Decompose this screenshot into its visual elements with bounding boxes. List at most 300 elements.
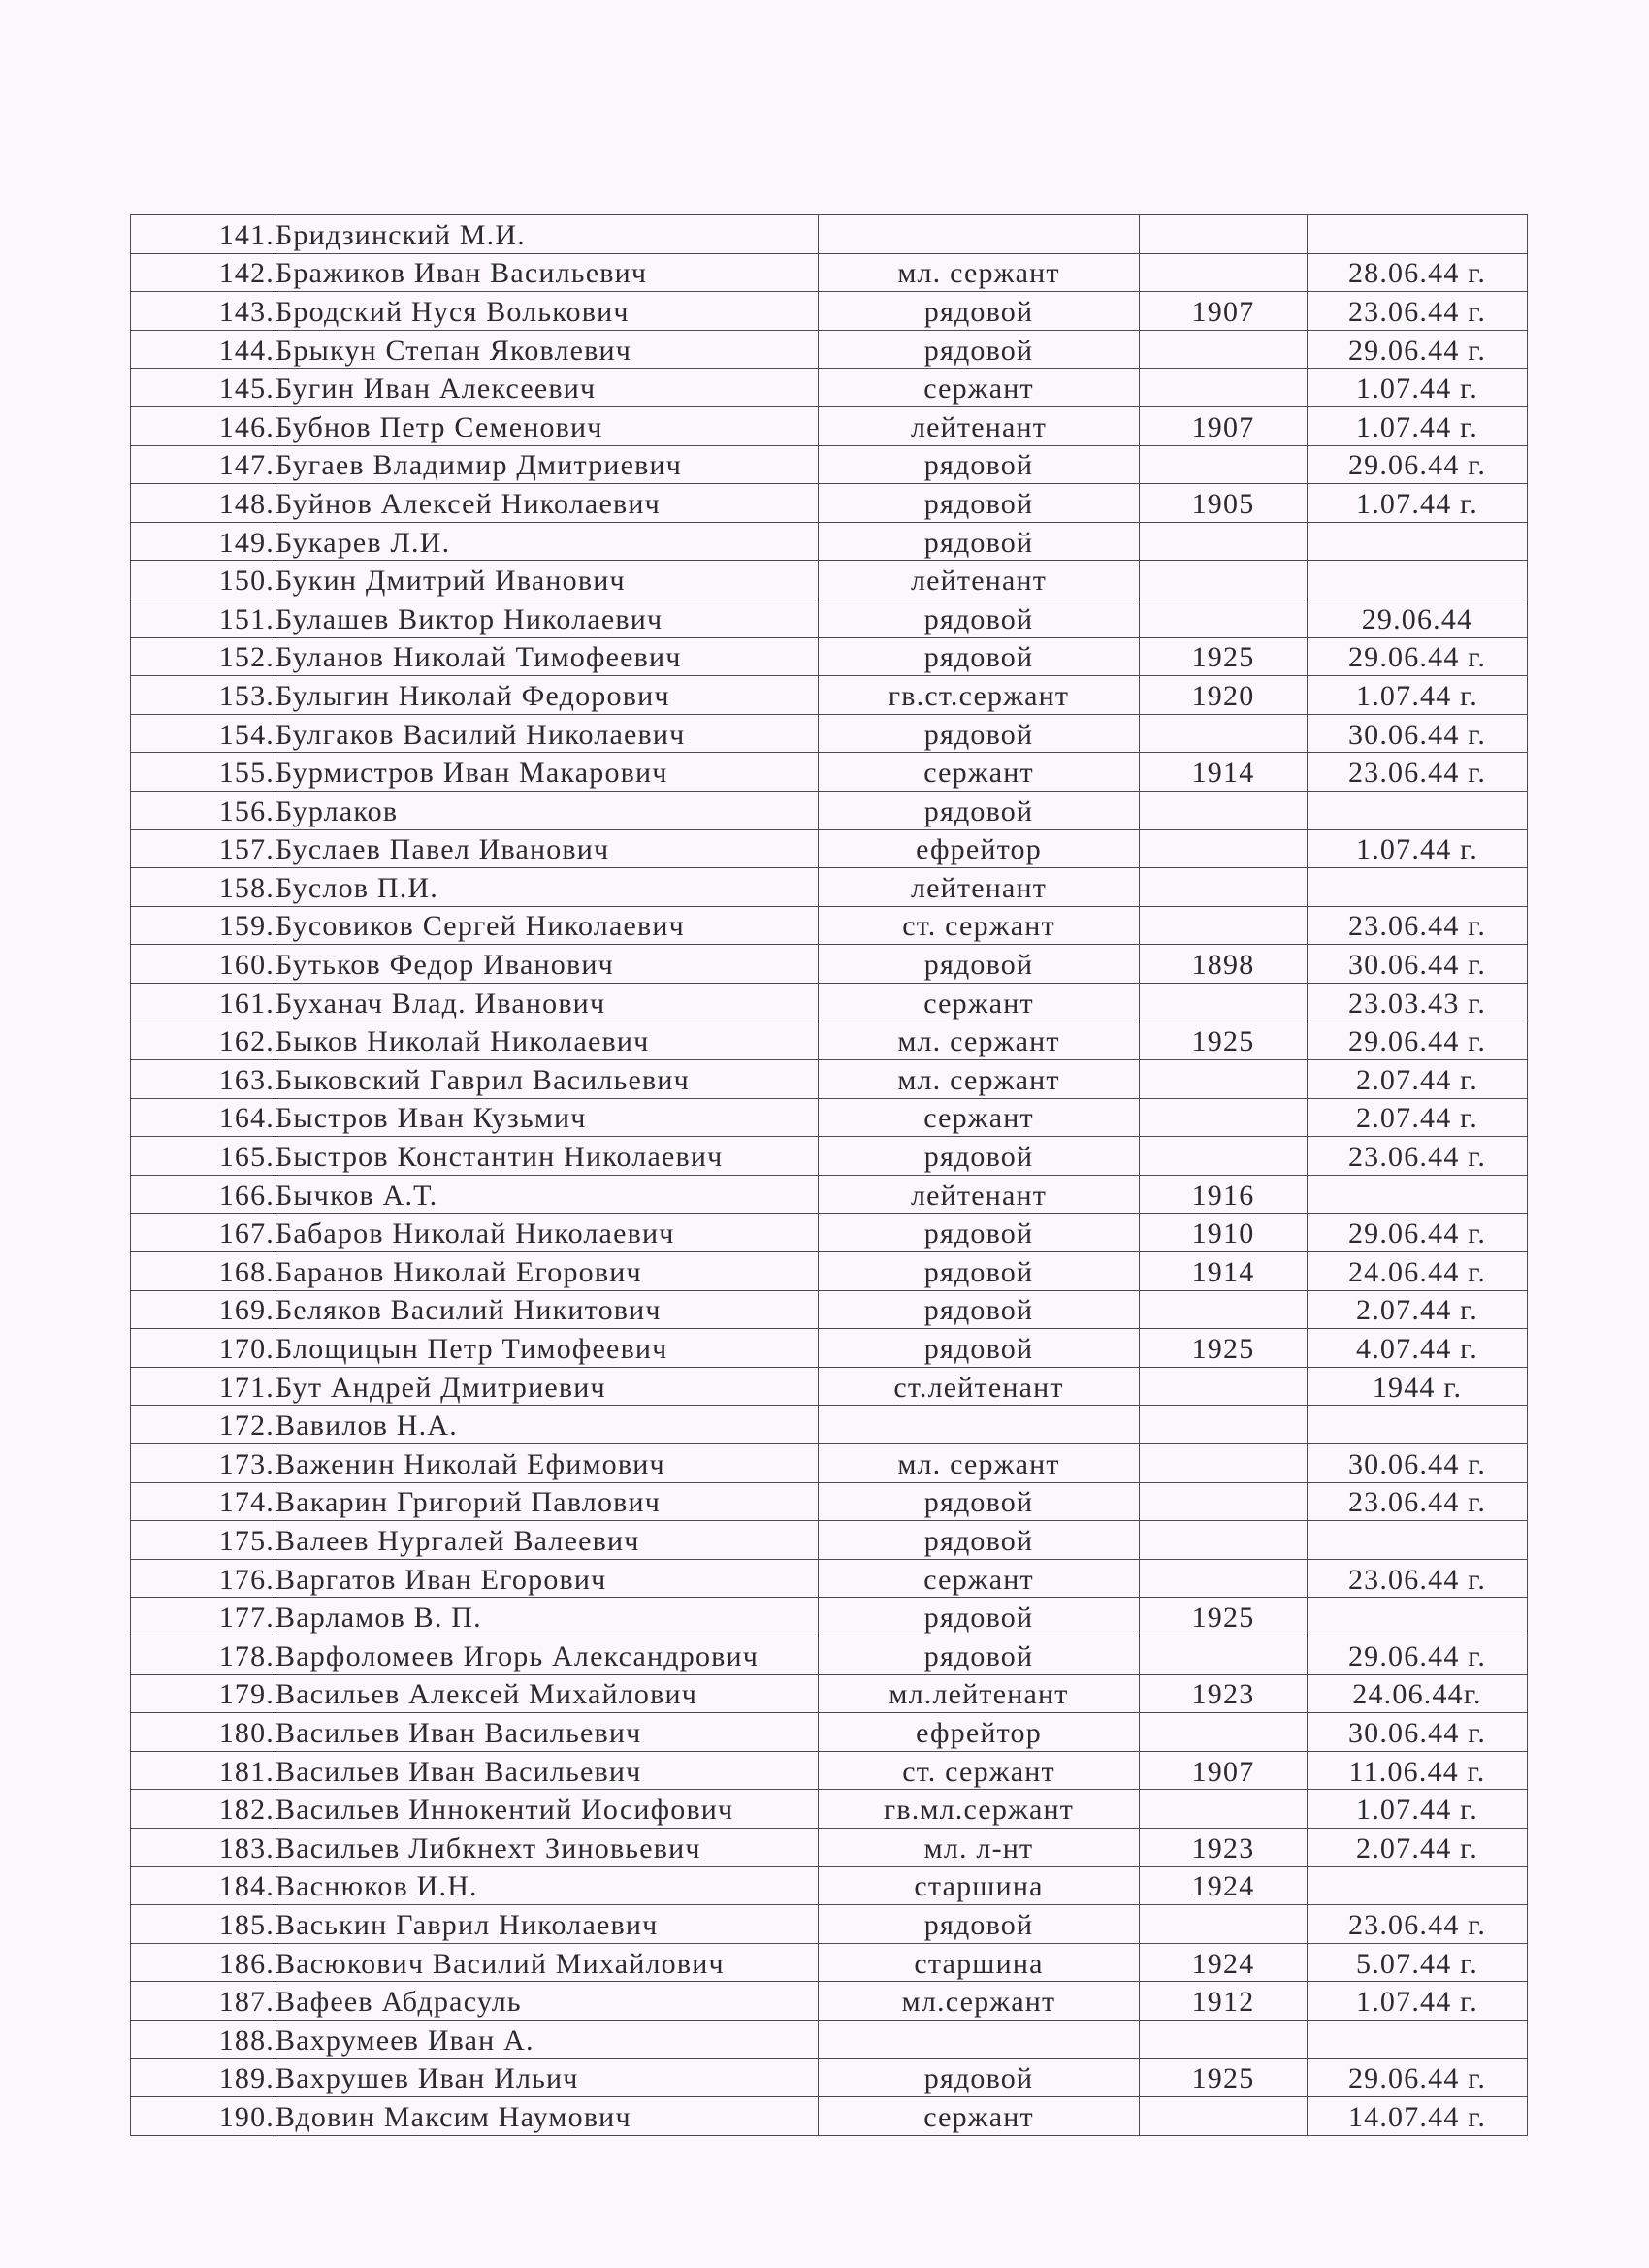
birth-year-cell: 1905 (1140, 484, 1308, 523)
table-row (131, 1060, 1528, 1099)
date-cell: 1.07.44 г. (1308, 829, 1528, 868)
rank-cell: рядовой (819, 1905, 1140, 1944)
birth-year-cell: 1925 (1140, 2058, 1308, 2097)
date-cell: 29.06.44 г. (1308, 1214, 1528, 1252)
row-number-cell: 184. (131, 1866, 275, 1905)
full-name-cell: Вдовин Максим Наумович (275, 2097, 819, 2136)
date-cell: 23.06.44 г. (1308, 906, 1528, 945)
birth-year-cell: 1925 (1140, 1598, 1308, 1636)
birth-year-cell (1140, 983, 1308, 1021)
date-cell: 23.06.44 г. (1308, 1905, 1528, 1944)
rank-cell: мл. л-нт (819, 1828, 1140, 1866)
full-name-cell: Валеев Нургалей Валеевич (275, 1521, 819, 1560)
birth-year-cell: 1907 (1140, 406, 1308, 445)
birth-year-cell (1140, 1098, 1308, 1137)
rank-cell: рядовой (819, 445, 1140, 484)
birth-year-cell (1140, 1790, 1308, 1829)
birth-year-cell: 1914 (1140, 1252, 1308, 1291)
table-row (131, 2020, 1528, 2058)
full-name-cell: Быстров Иван Кузьмич (275, 1098, 819, 1137)
full-name-cell: Быков Николай Николаевич (275, 1021, 819, 1060)
rank-cell: рядовой (819, 2058, 1140, 2097)
date-cell: 23.06.44 г. (1308, 1482, 1528, 1521)
row-number-cell: 180. (131, 1713, 275, 1752)
birth-year-cell (1140, 369, 1308, 407)
full-name-cell: Буслаев Павел Иванович (275, 829, 819, 868)
full-name-cell: Бродский Нуся Волькович (275, 292, 819, 331)
table-row (131, 406, 1528, 445)
rank-cell: рядовой (819, 292, 1140, 331)
table-row (131, 829, 1528, 868)
date-cell: 4.07.44 г. (1308, 1329, 1528, 1368)
date-cell: 23.06.44 г. (1308, 292, 1528, 331)
row-number-cell: 190. (131, 2097, 275, 2136)
date-cell: 23.06.44 г. (1308, 1137, 1528, 1176)
table-row (131, 1367, 1528, 1406)
row-number-cell: 185. (131, 1905, 275, 1944)
rank-cell (819, 2020, 1140, 2058)
row-number-cell: 179. (131, 1674, 275, 1713)
table-row (131, 1137, 1528, 1176)
row-number-cell: 145. (131, 369, 275, 407)
row-number-cell: 143. (131, 292, 275, 331)
rank-cell: лейтенант (819, 1175, 1140, 1214)
rank-cell (819, 1406, 1140, 1444)
rank-cell: мл. сержант (819, 253, 1140, 292)
full-name-cell: Васнюков И.Н. (275, 1866, 819, 1905)
table-row (131, 599, 1528, 637)
rank-cell: рядовой (819, 1290, 1140, 1329)
table-row (131, 2058, 1528, 2097)
birth-year-cell (1140, 791, 1308, 829)
table-row (131, 1559, 1528, 1598)
full-name-cell: Вавилов Н.А. (275, 1406, 819, 1444)
table-row (131, 445, 1528, 484)
birth-year-cell: 1914 (1140, 753, 1308, 792)
birth-year-cell: 1923 (1140, 1674, 1308, 1713)
table-row (131, 1982, 1528, 2021)
birth-year-cell (1140, 522, 1308, 561)
row-number-cell: 167. (131, 1214, 275, 1252)
birth-year-cell (1140, 714, 1308, 753)
full-name-cell: Васильев Иван Васильевич (275, 1713, 819, 1752)
birth-year-cell: 1923 (1140, 1828, 1308, 1866)
full-name-cell: Бридзинский М.И. (275, 215, 819, 254)
date-cell: 30.06.44 г. (1308, 1444, 1528, 1483)
table-row (131, 868, 1528, 907)
full-name-cell: Васюкович Василий Михайлович (275, 1943, 819, 1982)
full-name-cell: Бутьков Федор Иванович (275, 945, 819, 984)
row-number-cell: 152. (131, 637, 275, 676)
birth-year-cell: 1924 (1140, 1866, 1308, 1905)
full-name-cell: Булыгин Николай Федорович (275, 676, 819, 715)
date-cell: 2.07.44 г. (1308, 1060, 1528, 1099)
row-number-cell: 159. (131, 906, 275, 945)
rank-cell: рядовой (819, 599, 1140, 637)
table-row (131, 1751, 1528, 1790)
birth-year-cell (1140, 1367, 1308, 1406)
birth-year-cell (1140, 1713, 1308, 1752)
table-row (131, 1905, 1528, 1944)
rank-cell: рядовой (819, 1252, 1140, 1291)
full-name-cell: Бугаев Владимир Дмитриевич (275, 445, 819, 484)
full-name-cell: Буслов П.И. (275, 868, 819, 907)
rank-cell: сержант (819, 1098, 1140, 1137)
rank-cell: гв.мл.сержант (819, 1790, 1140, 1829)
table-row (131, 637, 1528, 676)
rank-cell: сержант (819, 983, 1140, 1021)
date-cell: 2.07.44 г. (1308, 1290, 1528, 1329)
row-number-cell: 166. (131, 1175, 275, 1214)
table-row (131, 1098, 1528, 1137)
full-name-cell: Беляков Василий Никитович (275, 1290, 819, 1329)
date-cell (1308, 1406, 1528, 1444)
rank-cell: рядовой (819, 1329, 1140, 1368)
table-row (131, 522, 1528, 561)
date-cell: 29.06.44 г. (1308, 1021, 1528, 1060)
row-number-cell: 168. (131, 1252, 275, 1291)
row-number-cell: 175. (131, 1521, 275, 1560)
row-number-cell: 162. (131, 1021, 275, 1060)
rank-cell: рядовой (819, 714, 1140, 753)
row-number-cell: 189. (131, 2058, 275, 2097)
date-cell (1308, 1175, 1528, 1214)
birth-year-cell: 1916 (1140, 1175, 1308, 1214)
birth-year-cell (1140, 253, 1308, 292)
row-number-cell: 178. (131, 1636, 275, 1674)
roster-table (130, 214, 1528, 2136)
birth-year-cell (1140, 1636, 1308, 1674)
row-number-cell: 149. (131, 522, 275, 561)
birth-year-cell: 1907 (1140, 292, 1308, 331)
rank-cell: рядовой (819, 1521, 1140, 1560)
table-row (131, 561, 1528, 599)
table-row (131, 292, 1528, 331)
rank-cell: ефрейтор (819, 829, 1140, 868)
birth-year-cell (1140, 445, 1308, 484)
rank-cell: рядовой (819, 484, 1140, 523)
row-number-cell: 147. (131, 445, 275, 484)
row-number-cell: 155. (131, 753, 275, 792)
row-number-cell: 154. (131, 714, 275, 753)
table-row (131, 714, 1528, 753)
table-row (131, 676, 1528, 715)
row-number-cell: 150. (131, 561, 275, 599)
date-cell (1308, 522, 1528, 561)
birth-year-cell: 1907 (1140, 1751, 1308, 1790)
birth-year-cell (1140, 906, 1308, 945)
date-cell: 29.06.44 г. (1308, 2058, 1528, 2097)
date-cell: 2.07.44 г. (1308, 1098, 1528, 1137)
date-cell (1308, 561, 1528, 599)
rank-cell: ст.лейтенант (819, 1367, 1140, 1406)
full-name-cell: Варфоломеев Игорь Александрович (275, 1636, 819, 1674)
row-number-cell: 176. (131, 1559, 275, 1598)
table-row (131, 215, 1528, 254)
row-number-cell: 181. (131, 1751, 275, 1790)
rank-cell: лейтенант (819, 561, 1140, 599)
full-name-cell: Быстров Константин Николаевич (275, 1137, 819, 1176)
full-name-cell: Брыкун Степан Яковлевич (275, 330, 819, 369)
birth-year-cell (1140, 829, 1308, 868)
date-cell: 23.06.44 г. (1308, 1559, 1528, 1598)
date-cell: 1.07.44 г. (1308, 676, 1528, 715)
row-number-cell: 188. (131, 2020, 275, 2058)
rank-cell: рядовой (819, 1636, 1140, 1674)
row-number-cell: 165. (131, 1137, 275, 1176)
date-cell: 1.07.44 г. (1308, 484, 1528, 523)
full-name-cell: Блощицын Петр Тимофеевич (275, 1329, 819, 1368)
roster-table-body (131, 215, 1528, 2136)
row-number-cell: 148. (131, 484, 275, 523)
full-name-cell: Буйнов Алексей Николаевич (275, 484, 819, 523)
date-cell: 11.06.44 г. (1308, 1751, 1528, 1790)
birth-year-cell: 1910 (1140, 1214, 1308, 1252)
table-row (131, 1674, 1528, 1713)
row-number-cell: 156. (131, 791, 275, 829)
full-name-cell: Буханач Влад. Иванович (275, 983, 819, 1021)
row-number-cell: 172. (131, 1406, 275, 1444)
rank-cell: рядовой (819, 522, 1140, 561)
row-number-cell: 187. (131, 1982, 275, 2021)
table-row (131, 983, 1528, 1021)
table-row (131, 1406, 1528, 1444)
full-name-cell: Бражиков Иван Васильевич (275, 253, 819, 292)
row-number-cell: 164. (131, 1098, 275, 1137)
full-name-cell: Вахрушев Иван Ильич (275, 2058, 819, 2097)
birth-year-cell: 1925 (1140, 1329, 1308, 1368)
birth-year-cell (1140, 1521, 1308, 1560)
date-cell: 23.03.43 г. (1308, 983, 1528, 1021)
full-name-cell: Буланов Николай Тимофеевич (275, 637, 819, 676)
table-row (131, 1214, 1528, 1252)
full-name-cell: Бут Андрей Дмитриевич (275, 1367, 819, 1406)
date-cell: 2.07.44 г. (1308, 1828, 1528, 1866)
row-number-cell: 174. (131, 1482, 275, 1521)
rank-cell: сержант (819, 369, 1140, 407)
date-cell: 14.07.44 г. (1308, 2097, 1528, 2136)
birth-year-cell: 1912 (1140, 1982, 1308, 2021)
birth-year-cell: 1898 (1140, 945, 1308, 984)
table-row (131, 1175, 1528, 1214)
row-number-cell: 160. (131, 945, 275, 984)
date-cell: 5.07.44 г. (1308, 1943, 1528, 1982)
date-cell: 29.06.44 г. (1308, 1636, 1528, 1674)
rank-cell: мл.сержант (819, 1982, 1140, 2021)
birth-year-cell: 1925 (1140, 1021, 1308, 1060)
full-name-cell: Васильев Либкнехт Зиновьевич (275, 1828, 819, 1866)
full-name-cell: Варламов В. П. (275, 1598, 819, 1636)
full-name-cell: Бурлаков (275, 791, 819, 829)
full-name-cell: Бусовиков Сергей Николаевич (275, 906, 819, 945)
rank-cell: старшина (819, 1943, 1140, 1982)
row-number-cell: 158. (131, 868, 275, 907)
rank-cell: рядовой (819, 1214, 1140, 1252)
full-name-cell: Вахрумеев Иван А. (275, 2020, 819, 2058)
full-name-cell: Бурмистров Иван Макарович (275, 753, 819, 792)
rank-cell: рядовой (819, 791, 1140, 829)
date-cell: 29.06.44 (1308, 599, 1528, 637)
row-number-cell: 153. (131, 676, 275, 715)
date-cell: 1944 г. (1308, 1367, 1528, 1406)
date-cell (1308, 2020, 1528, 2058)
table-row (131, 484, 1528, 523)
birth-year-cell (1140, 1137, 1308, 1176)
table-row (131, 253, 1528, 292)
table-row (131, 1636, 1528, 1674)
table-row (131, 1252, 1528, 1291)
birth-year-cell (1140, 1905, 1308, 1944)
rank-cell: лейтенант (819, 868, 1140, 907)
full-name-cell: Булгаков Василий Николаевич (275, 714, 819, 753)
table-row (131, 369, 1528, 407)
birth-year-cell (1140, 330, 1308, 369)
table-row (131, 1444, 1528, 1483)
row-number-cell: 144. (131, 330, 275, 369)
row-number-cell: 141. (131, 215, 275, 254)
date-cell: 30.06.44 г. (1308, 945, 1528, 984)
full-name-cell: Букарев Л.И. (275, 522, 819, 561)
table-row (131, 1713, 1528, 1752)
rank-cell: рядовой (819, 330, 1140, 369)
table-row (131, 1943, 1528, 1982)
row-number-cell: 146. (131, 406, 275, 445)
date-cell (1308, 791, 1528, 829)
full-name-cell: Бычков А.Т. (275, 1175, 819, 1214)
birth-year-cell (1140, 1290, 1308, 1329)
table-row (131, 1290, 1528, 1329)
full-name-cell: Васильев Иннокентий Иосифович (275, 1790, 819, 1829)
row-number-cell: 183. (131, 1828, 275, 1866)
table-row (131, 1482, 1528, 1521)
rank-cell: рядовой (819, 945, 1140, 984)
date-cell: 29.06.44 г. (1308, 445, 1528, 484)
birth-year-cell (1140, 1406, 1308, 1444)
table-row (131, 1521, 1528, 1560)
table-row (131, 1790, 1528, 1829)
rank-cell: мл. сержант (819, 1444, 1140, 1483)
table-row (131, 1866, 1528, 1905)
date-cell: 1.07.44 г. (1308, 406, 1528, 445)
rank-cell: рядовой (819, 1482, 1140, 1521)
rank-cell: мл. сержант (819, 1021, 1140, 1060)
date-cell (1308, 868, 1528, 907)
rank-cell (819, 215, 1140, 254)
birth-year-cell (1140, 215, 1308, 254)
date-cell: 23.06.44 г. (1308, 753, 1528, 792)
full-name-cell: Бугин Иван Алексеевич (275, 369, 819, 407)
rank-cell: сержант (819, 1559, 1140, 1598)
full-name-cell: Букин Дмитрий Иванович (275, 561, 819, 599)
birth-year-cell (1140, 1559, 1308, 1598)
full-name-cell: Булашев Виктор Николаевич (275, 599, 819, 637)
table-row (131, 1329, 1528, 1368)
rank-cell: гв.ст.сержант (819, 676, 1140, 715)
birth-year-cell: 1925 (1140, 637, 1308, 676)
rank-cell: рядовой (819, 637, 1140, 676)
row-number-cell: 142. (131, 253, 275, 292)
full-name-cell: Васильев Алексей Михайлович (275, 1674, 819, 1713)
date-cell: 24.06.44г. (1308, 1674, 1528, 1713)
rank-cell: ст. сержант (819, 1751, 1140, 1790)
birth-year-cell (1140, 1444, 1308, 1483)
table-row (131, 791, 1528, 829)
row-number-cell: 163. (131, 1060, 275, 1099)
table-row (131, 906, 1528, 945)
date-cell: 1.07.44 г. (1308, 1790, 1528, 1829)
birth-year-cell (1140, 561, 1308, 599)
row-number-cell: 170. (131, 1329, 275, 1368)
row-number-cell: 157. (131, 829, 275, 868)
table-row (131, 1828, 1528, 1866)
date-cell (1308, 1866, 1528, 1905)
rank-cell: ст. сержант (819, 906, 1140, 945)
date-cell: 28.06.44 г. (1308, 253, 1528, 292)
full-name-cell: Важенин Николай Ефимович (275, 1444, 819, 1483)
rank-cell: лейтенант (819, 406, 1140, 445)
table-row (131, 330, 1528, 369)
date-cell (1308, 1598, 1528, 1636)
birth-year-cell (1140, 868, 1308, 907)
date-cell: 1.07.44 г. (1308, 369, 1528, 407)
full-name-cell: Варгатов Иван Егорович (275, 1559, 819, 1598)
full-name-cell: Баранов Николай Егорович (275, 1252, 819, 1291)
birth-year-cell (1140, 2097, 1308, 2136)
row-number-cell: 161. (131, 983, 275, 1021)
row-number-cell: 177. (131, 1598, 275, 1636)
date-cell: 24.06.44 г. (1308, 1252, 1528, 1291)
table-row (131, 2097, 1528, 2136)
full-name-cell: Вафеев Абдрасуль (275, 1982, 819, 2021)
row-number-cell: 151. (131, 599, 275, 637)
date-cell: 30.06.44 г. (1308, 714, 1528, 753)
rank-cell: сержант (819, 2097, 1140, 2136)
full-name-cell: Васькин Гаврил Николаевич (275, 1905, 819, 1944)
row-number-cell: 171. (131, 1367, 275, 1406)
date-cell (1308, 215, 1528, 254)
birth-year-cell (1140, 1482, 1308, 1521)
rank-cell: старшина (819, 1866, 1140, 1905)
date-cell: 30.06.44 г. (1308, 1713, 1528, 1752)
rank-cell: рядовой (819, 1598, 1140, 1636)
rank-cell: мл. сержант (819, 1060, 1140, 1099)
birth-year-cell (1140, 2020, 1308, 2058)
date-cell: 29.06.44 г. (1308, 637, 1528, 676)
full-name-cell: Бабаров Николай Николаевич (275, 1214, 819, 1252)
birth-year-cell (1140, 1060, 1308, 1099)
birth-year-cell: 1920 (1140, 676, 1308, 715)
full-name-cell: Васильев Иван Васильевич (275, 1751, 819, 1790)
row-number-cell: 173. (131, 1444, 275, 1483)
full-name-cell: Быковский Гаврил Васильевич (275, 1060, 819, 1099)
date-cell: 29.06.44 г. (1308, 330, 1528, 369)
rank-cell: сержант (819, 753, 1140, 792)
row-number-cell: 182. (131, 1790, 275, 1829)
birth-year-cell: 1924 (1140, 1943, 1308, 1982)
date-cell (1308, 1521, 1528, 1560)
date-cell: 1.07.44 г. (1308, 1982, 1528, 2021)
rank-cell: мл.лейтенант (819, 1674, 1140, 1713)
table-row (131, 753, 1528, 792)
table-row (131, 1021, 1528, 1060)
rank-cell: рядовой (819, 1137, 1140, 1176)
full-name-cell: Вакарин Григорий Павлович (275, 1482, 819, 1521)
birth-year-cell (1140, 599, 1308, 637)
full-name-cell: Бубнов Петр Семенович (275, 406, 819, 445)
row-number-cell: 169. (131, 1290, 275, 1329)
table-row (131, 1598, 1528, 1636)
row-number-cell: 186. (131, 1943, 275, 1982)
